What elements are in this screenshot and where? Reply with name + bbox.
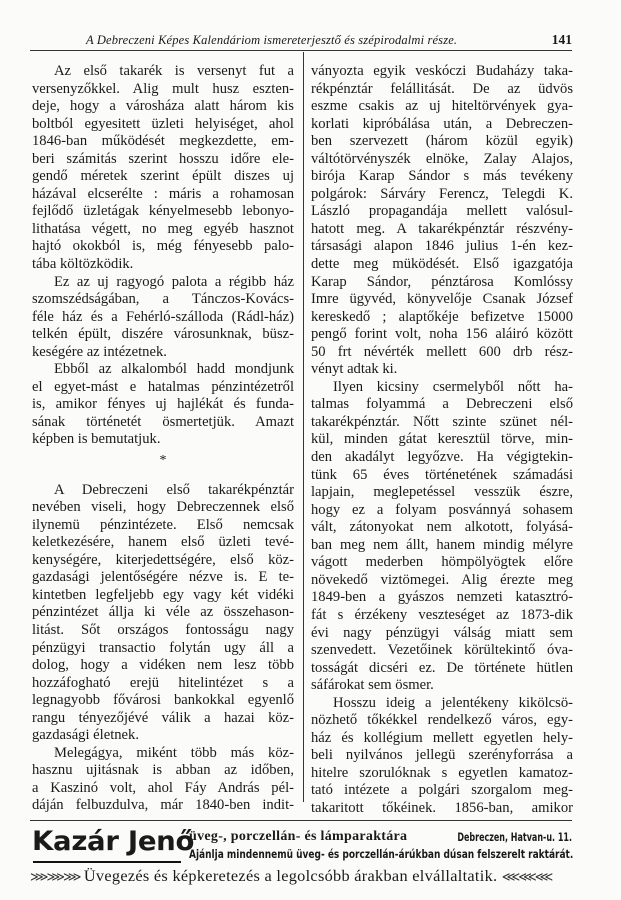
text-line: vált, zátonyokat nem alkotott, folyásá- [311, 519, 573, 536]
text-line: Az első takarék is versenyt fut a [54, 63, 294, 79]
ad-brand-name: Kazár Jenő [32, 826, 195, 857]
text-line: Hosszu ideig a jelentékeny kikölcsö- [333, 694, 573, 711]
text-line: boltból egyesitett üzleti helyiséget, ahol [32, 115, 294, 132]
text-line: szenvedett. Vezetőinek körültekintő óva- [311, 642, 573, 659]
text-line: sának történetét ösmertetjük. Amazt [32, 413, 294, 430]
text-line: László propagandája mellett valósul- [311, 203, 573, 220]
text-line: keletkezésére, hanem első üzleti tevé- [32, 534, 294, 551]
text-line: deje, hogy a városháza alatt három kis [32, 98, 294, 115]
text-line: legnagyobb fővárosi bankokkal egyenlő [32, 692, 294, 709]
text-line: ványozta egyik veskóczi Budaházy taka- [311, 63, 573, 79]
ad-address: Debreczen, Hatvan-u. 11. [457, 830, 572, 844]
text-line: Melegágya, miként több más köz- [54, 744, 294, 761]
text-line: szomszédságában, a Tánczos-Kovács- [32, 291, 294, 308]
text-line: Ebből az alkalomból hadd mondjunk [54, 361, 294, 378]
text-line: nözhető tőkékkel rendelkező város, egy- [311, 712, 573, 729]
text-line: kül, minden gátat keresztül törve, min- [311, 431, 573, 448]
text-line: dolog, hogy a vidéken nem lesz több [32, 657, 294, 674]
text-line: növekedő viztömegei. Alig érezte meg [311, 571, 573, 588]
text-line: 50 frt névérték mellett 600 drb rész- [311, 343, 573, 360]
text-line: Karap Sándor, pénztárosa Komlóssy [311, 273, 573, 290]
text-line: Ez az uj ragyogó palota a régibb ház [54, 273, 294, 290]
text-line: hajtó okokból is, még fényesebb palo- [32, 238, 294, 255]
text-line: 1849-ben a gyászos nemzeti katasztró- [311, 589, 573, 606]
text-line: pénzintézet állja ki véle az összehason- [32, 604, 294, 621]
text-line: sáfárokat sem ösmer. [311, 677, 434, 694]
text-line: keségére az intézetnek. [32, 343, 167, 360]
text-line: hogy ez a folyam posvánnyá sohasem [311, 501, 573, 518]
running-header [30, 30, 572, 50]
ad-offer: Ajánlja mindennemü üveg- és porczellán-árúkban dúsan felszerelt raktárát. [189, 847, 574, 861]
ad-tagline: üveg-, porczellán- és lámparaktára [189, 829, 408, 844]
text-line: társasági alapon 1846 julius 1-én kez- [311, 238, 573, 255]
text-line: féle ház és a Fehérló-szálloda (Rádl-ház) [32, 308, 294, 325]
chevrons-right-icon: ⋙⋙⋙ [30, 870, 80, 885]
text-line: ház és kollégium mellett egyetlen hely- [311, 729, 573, 746]
text-line: vágott mederben hömpölyögtek előre [311, 554, 573, 571]
text-line: gazdasági életnek. [32, 727, 139, 744]
text-line: fejlődő üzletágak kényelmesebb lebonyo- [32, 203, 294, 220]
text-line: talmas folyammá a Debreczeni első [311, 396, 573, 413]
text-line: ilynemü pénzintézete. Első nemcsak [32, 516, 294, 533]
text-line: korlati kipróbálása után, a Debreczen- [311, 115, 573, 132]
text-line: évi nagy pénzügyi válság miatt sem [311, 624, 573, 641]
text-line: kereskedő ; alaptőkéje befizetve 15000 [311, 308, 573, 325]
text-line: takaritott tőkéinek. 1856-ban, amikor [311, 799, 573, 816]
right-column [311, 63, 573, 818]
chevrons-left-icon: ⋘⋘⋘ [501, 870, 552, 885]
ad-brand-underline [33, 861, 181, 863]
left-column [32, 63, 294, 815]
text-line: Imre ügyvéd, könyvelője Csanak József [311, 291, 573, 308]
text-line: lapjain, meglepetéssel vesszük észre, [311, 484, 573, 501]
text-line: hozzáfogható erejü hitelintézet s a [32, 674, 294, 691]
ad-services-text: Üvegezés és képkeretezés a legolcsóbb árakban elvállaltatik. [83, 866, 498, 885]
text-line: versenyzőkkel. Alig mult husz eszten- [32, 80, 294, 97]
text-line: beli nyilvános jellegü szerényforrása a [311, 747, 573, 764]
text-line: rangu tényezőjévé válik a hazai köz- [32, 709, 294, 726]
text-line: 1846-ban működését megkezdette, em- [32, 133, 294, 150]
text-line: A Debreczeni első takarékpénztár [54, 481, 294, 498]
text-line: gazdasági jelentőségére nézve is. E te- [32, 569, 294, 586]
text-line: tába költözködik. [32, 256, 134, 273]
text-line: beri számitás szerint hosszu időre ele- [32, 150, 294, 167]
header-rule [30, 50, 572, 51]
text-line: lithatása végett, no meg egyéb hasznot [32, 220, 294, 237]
running-header-title: A Debreczeni Képes Kalendáriom ismereterjesztő és szépirodalmi része. [86, 33, 458, 47]
text-line: dáján felbuzdulva, már 1840-ben indit- [32, 797, 294, 814]
column-divider [303, 52, 304, 802]
ad-services [30, 866, 572, 886]
text-line: a Kaszinó volt, ahol Fáy András pél- [32, 779, 294, 796]
section-break-asterisk: * [159, 453, 167, 469]
text-line: gendő méretek szerint épült diszes uj [32, 168, 294, 185]
page-number: 141 [551, 32, 572, 47]
text-line: tosságát dicséri ez. De története hütlen [311, 659, 573, 676]
text-line: tünk 65 éves történetének számadási [311, 466, 573, 483]
text-line: telkén épült, diszére városunknak, büsz- [32, 326, 294, 343]
text-line: fát s érzékeny veszteséget az 1873-dik [311, 606, 573, 623]
text-line: takarékpénztár. Nőtt szinte szünet nél- [311, 413, 573, 430]
text-line: kintetben legfeljebb egy vagy két vidéki [32, 586, 294, 603]
footer-rule [30, 820, 572, 821]
text-line: hasznu ujitásnak is abban az időben, [32, 762, 294, 779]
text-line: dette meg müködését. Első igazgatója [311, 256, 573, 273]
text-line: vényt adtak ki. [311, 361, 398, 378]
text-line: eszme csakis az uj hiteltörvények gya- [311, 98, 573, 115]
text-line: litást. Sőt országos fontosságu nagy [32, 621, 294, 638]
text-line: hitelre szorulóknak s egyetlen kamatoz- [311, 764, 573, 781]
text-line: tató intézete a polgári szorgalom meg- [311, 782, 573, 799]
text-line: képben is bemutatjuk. [32, 431, 161, 448]
text-line: ben szervezett (három közül egyik) [311, 133, 573, 150]
text-line: váltótörvényszék elnöke, Zalay Alajos, [311, 150, 573, 167]
text-line: Ilyen kicsiny csermelyből nőtt ha- [333, 378, 573, 395]
text-line: polgárok: Sárváry Ferencz, Telegdi K. [311, 185, 573, 202]
text-line: hatott meg. A takarékpénztár részvény- [311, 220, 573, 237]
text-line: nevében viseli, hogy Debreczennek első [32, 499, 294, 516]
text-line: el egyet-mást e hatalmas pénzintézetről [32, 378, 294, 395]
text-line: kenységére, kiterjedettségére, első köz- [32, 551, 294, 568]
text-line: pengő forint volt, noha 156 aláiró között [311, 326, 573, 343]
text-line: ban meg nem állt, hanem mindig mélyre [311, 536, 573, 553]
text-line: pénzügyi transactio folytán ugy áll a [32, 639, 294, 656]
text-line: házával elcserélte : máris a rohamosan [32, 185, 294, 202]
text-line: rékpénztár felállitását. De az üdvös [311, 80, 573, 97]
section-spacer [32, 470, 294, 482]
text-line: den akadályt legyőzve. Ha végigtekin- [311, 449, 573, 466]
text-line: birója Karap Sándor s más tevékeny [311, 168, 573, 185]
text-line: is, amikor fényes uj hajlékát és funda- [32, 396, 294, 413]
advertisement [30, 828, 572, 890]
